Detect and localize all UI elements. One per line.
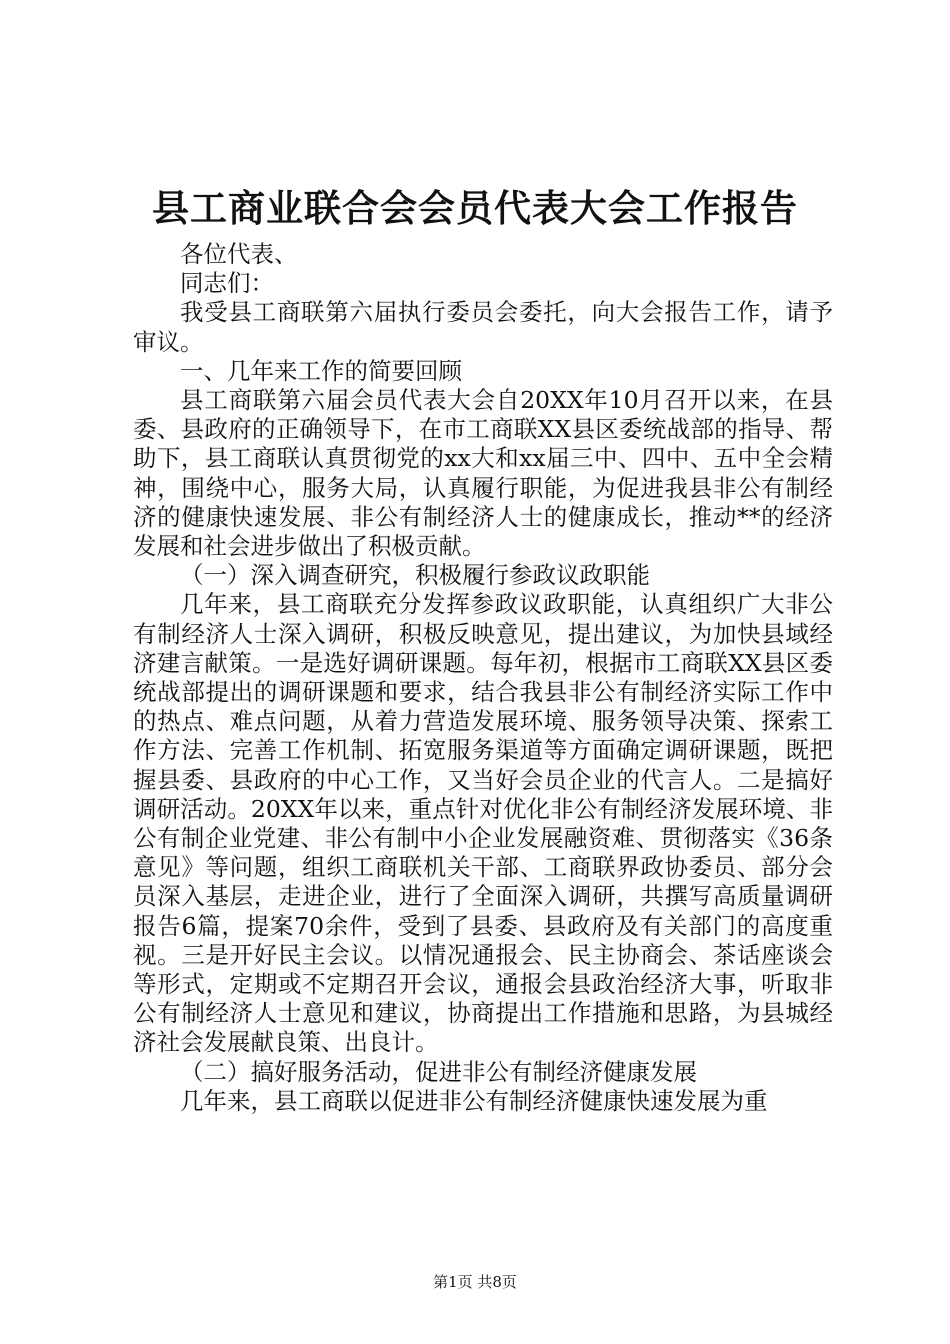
subsection-heading-2: （二）搞好服务活动，促进非公有制经济健康发展 bbox=[180, 1057, 697, 1086]
subsection-heading-1: （一）深入调查研究，积极履行参政议政职能 bbox=[180, 561, 650, 590]
section-heading-1: 一、几年来工作的简要回顾 bbox=[180, 356, 462, 385]
salutation-line-1: 各位代表、 bbox=[180, 240, 298, 268]
body-paragraph: 几年来，县工商联充分发挥参政议政职能，认真组织广大非公有制经济人士深入调研，积极反映意见，提出建议，为加快县域经济建言献策。一是选好调研课题。每年初，根据市工商联XX县区委统战部提出的调研课题和要求，结合我县非公有制经济实际工作中的热点、难点问题，从着力营造发展环境、服务领导决策、探索工作方法、完善工作机制、拓宽服务渠道等方面确定调研课题，既把握县委、县政府的中心工作，又当好会员企业的代言人。二是搞好调研活动。20XX年以来，重点针对优化非公有制经济发展环境、非公有制企业党建、非公有制中小企业发展融资难、贯彻落实《36条意见》等问题，组织工商联机关干部、工商联界政协委员、部分会员深入基层，走进企业，进行了全面深入调研，共撰写高质量调研报告6篇，提案70余件，受到了县委、县政府及有关部门的高度重视。三是开好民主会议。以情况通报会、民主协商会、茶话座谈会等形式，定期或不定期召开会议，通报会县政治经济大事，听取非公有制经济人士意见和建议，协商提出工作措施和思路，为县城经济社会发展献良策、出良计。 bbox=[133, 590, 833, 1057]
page-footer: 第1页 共8页 bbox=[433, 1273, 517, 1291]
body-paragraph: 几年来，县工商联以促进非公有制经济健康快速发展为重 bbox=[180, 1086, 768, 1115]
document-title: 县工商业联合会会员代表大会工作报告 bbox=[152, 186, 798, 230]
document-body bbox=[133, 240, 833, 1116]
body-paragraph: 县工商联第六届会员代表大会自20XX年10月召开以来，在县委、县政府的正确领导下，在市工商联XX县区委统战部的指导、帮助下，县工商联认真贯彻党的xx大和xx届三中、四中、五中全会精神，围绕中心，服务大局，认真履行职能，为促进我县非公有制经济的健康快速发展、非公有制经济人士的健康成长，推动**的经济发展和社会进步做出了积极贡献。 bbox=[133, 386, 833, 561]
salutation-line-2: 同志们： bbox=[180, 269, 274, 298]
intro-paragraph: 我受县工商联第六届执行委员会委托，向大会报告工作，请予审议。 bbox=[133, 298, 833, 356]
